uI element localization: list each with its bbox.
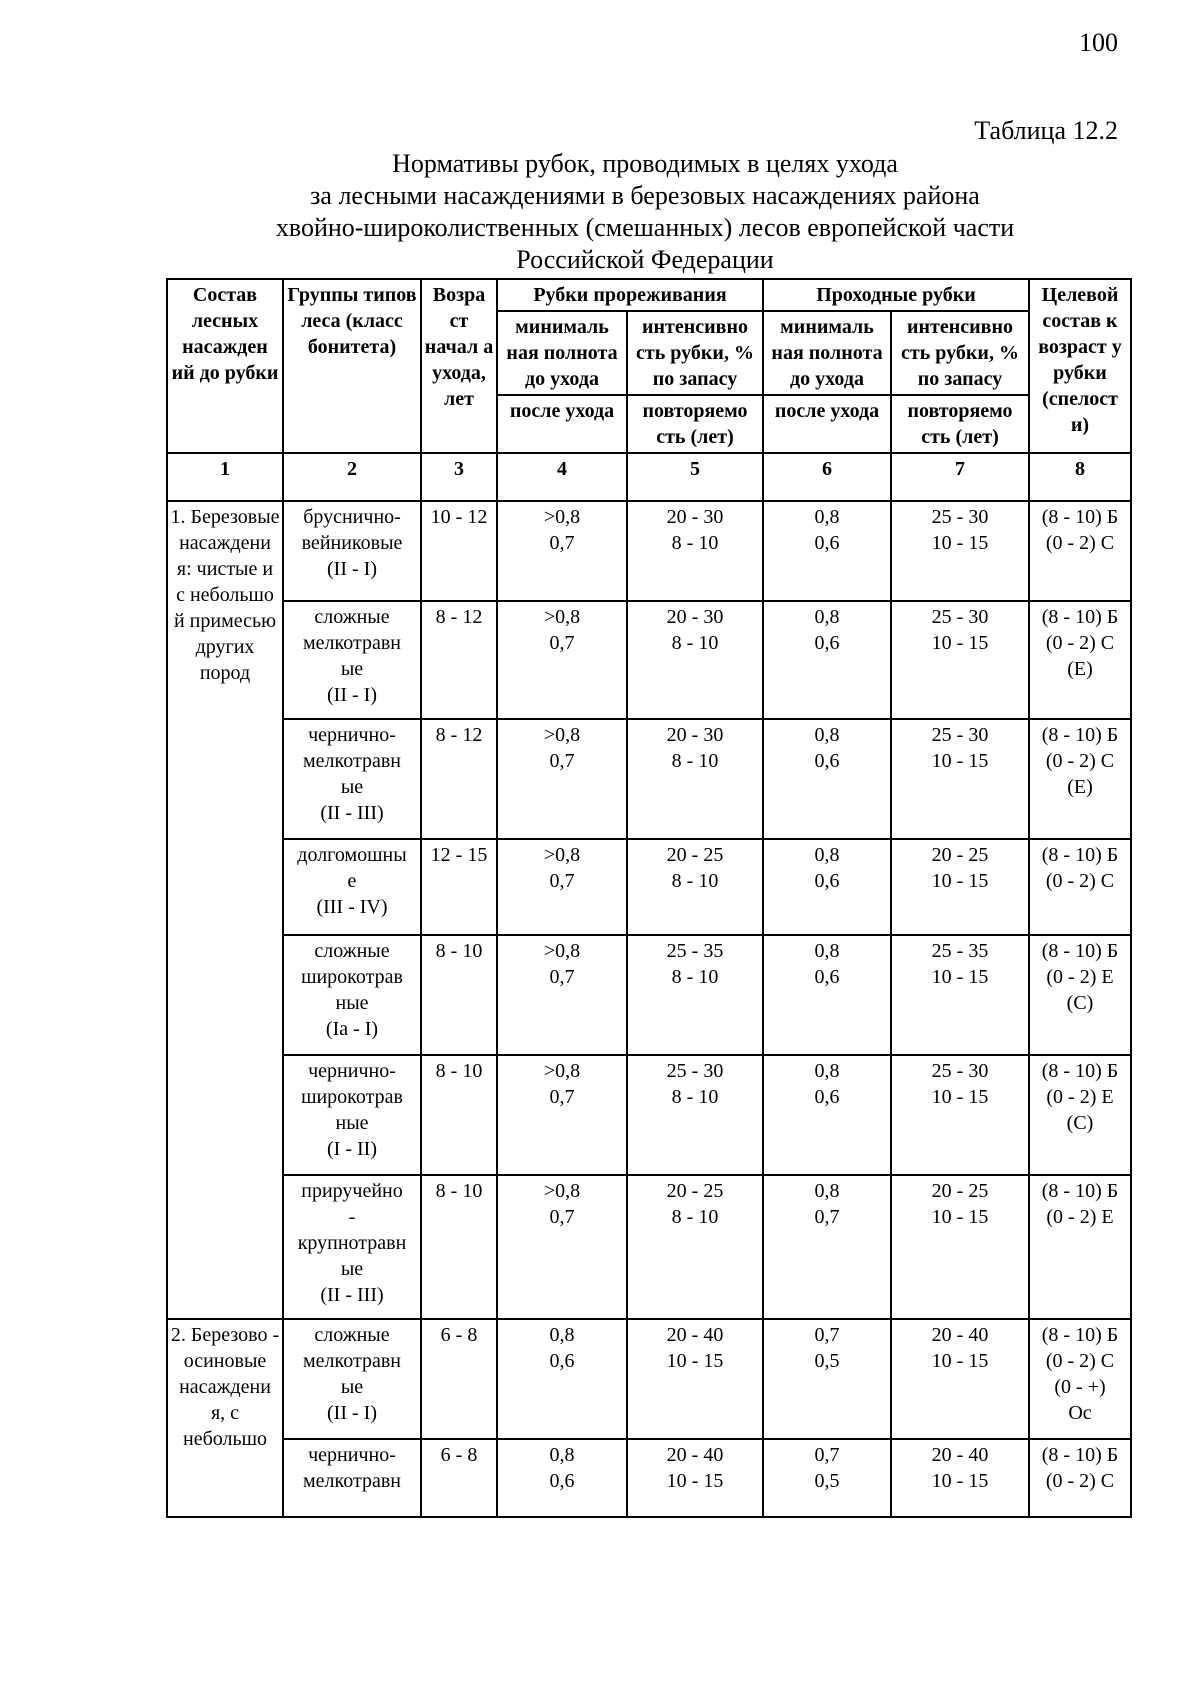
forest-type-cell-line: мелкотравн bbox=[303, 632, 401, 654]
passing-intensity-cell-line: 20 - 40 bbox=[931, 1444, 989, 1466]
thinning-density-cell bbox=[497, 501, 627, 601]
forest-type-cell-line: широкотрав bbox=[301, 1086, 403, 1108]
thinning-intensity-cell-line: 10 - 15 bbox=[666, 1470, 724, 1492]
thinning-density-cell-line: 0,6 bbox=[549, 1470, 575, 1492]
passing-density-cell-line: 0,6 bbox=[814, 632, 840, 654]
forest-type-cell-line: мелкотравн bbox=[303, 1350, 401, 1372]
thinning-density-cell-line: 0,7 bbox=[549, 1086, 575, 1108]
target-composition-cell bbox=[1029, 501, 1131, 601]
passing-intensity-cell-line: 25 - 35 bbox=[931, 940, 989, 962]
thinning-density-cell bbox=[497, 839, 627, 935]
table-row bbox=[167, 1055, 1131, 1175]
passing-intensity-cell-line: 20 - 25 bbox=[931, 844, 989, 866]
table-title bbox=[165, 148, 1125, 276]
norms-table bbox=[166, 278, 1132, 1518]
forest-type-cell-line: ые bbox=[340, 776, 364, 798]
passing-intensity-cell-line: 10 - 15 bbox=[931, 870, 989, 892]
column-number: 4 bbox=[497, 453, 627, 501]
forest-type-cell-line: (Ia - I) bbox=[325, 1018, 379, 1040]
passing-intensity-cell-line: 25 - 30 bbox=[931, 1060, 989, 1082]
target-composition-cell bbox=[1029, 935, 1131, 1055]
passing-intensity-cell-line: 10 - 15 bbox=[931, 1086, 989, 1108]
age-cell: 6 - 8 bbox=[421, 1439, 497, 1517]
thinning-intensity-cell bbox=[627, 1175, 763, 1319]
thinning-intensity-cell-line: 20 - 25 bbox=[666, 844, 724, 866]
passing-intensity-cell bbox=[891, 935, 1029, 1055]
forest-type-cell-line: (II - I) bbox=[327, 684, 377, 706]
forest-type-cell-line: (III - IV) bbox=[316, 896, 388, 918]
thinning-density-cell bbox=[497, 601, 627, 719]
age-cell: 10 - 12 bbox=[421, 501, 497, 601]
forest-type-cell-line: ные bbox=[335, 992, 369, 1014]
age-cell: 8 - 10 bbox=[421, 1055, 497, 1175]
passing-density-cell bbox=[763, 839, 891, 935]
passing-intensity-cell-line: 20 - 40 bbox=[931, 1324, 989, 1346]
target-composition-cell bbox=[1029, 1319, 1131, 1439]
target-composition-cell-line: (0 - 2) Е bbox=[1046, 966, 1114, 988]
passing-intensity-cell bbox=[891, 1319, 1029, 1439]
forest-type-cell-line: (I - II) bbox=[327, 1138, 377, 1160]
thinning-intensity-cell-line: 8 - 10 bbox=[671, 1206, 719, 1228]
thinning-intensity-cell bbox=[627, 719, 763, 839]
thinning-density-cell-line: 0,6 bbox=[549, 1350, 575, 1372]
title-line: хвойно-широколиственных (смешанных) лесов европейской части bbox=[275, 213, 1015, 242]
forest-type-cell bbox=[283, 719, 421, 839]
table-row bbox=[167, 719, 1131, 839]
passing-density-cell-line: 0,5 bbox=[814, 1350, 840, 1372]
column-number: 2 bbox=[283, 453, 421, 501]
thinning-density-cell bbox=[497, 1055, 627, 1175]
table-row bbox=[167, 501, 1131, 601]
target-composition-cell-line: (8 - 10) Б bbox=[1041, 724, 1119, 746]
forest-type-cell-line: (II - III) bbox=[320, 1284, 384, 1306]
target-composition-cell-line: (8 - 10) Б bbox=[1041, 506, 1119, 528]
header-forest-type: Группы типов леса (класс бонитета) bbox=[283, 279, 421, 453]
forest-type-cell bbox=[283, 1439, 421, 1517]
thinning-density-cell-line: 0,7 bbox=[549, 750, 575, 772]
passing-density-cell bbox=[763, 935, 891, 1055]
target-composition-cell-line: Ос bbox=[1068, 1402, 1092, 1424]
header-intensity-passing: интенсивно сть рубки, % по запасу bbox=[891, 311, 1029, 395]
target-composition-cell bbox=[1029, 1175, 1131, 1319]
thinning-density-cell-line: 0,8 bbox=[549, 1324, 575, 1346]
group-name-cell: 1. Березовые насаждени я: чистые и с небольшо й примесью других пород bbox=[167, 501, 283, 1319]
target-composition-cell bbox=[1029, 719, 1131, 839]
target-composition-cell-line: (0 - 2) С bbox=[1045, 532, 1115, 554]
target-composition-cell-line: (0 - 2) Е bbox=[1046, 1086, 1114, 1108]
passing-density-cell-line: 0,8 bbox=[814, 606, 840, 628]
target-composition-cell-line: (Е) bbox=[1067, 776, 1093, 798]
forest-type-cell-line: широкотрав bbox=[301, 966, 403, 988]
target-composition-cell-line: (8 - 10) Б bbox=[1041, 1324, 1119, 1346]
forest-type-cell-line: ые bbox=[340, 1258, 364, 1280]
target-composition-cell-line: (8 - 10) Б bbox=[1041, 1444, 1119, 1466]
thinning-density-cell-line: ˃0,8 bbox=[543, 606, 581, 628]
passing-density-cell bbox=[763, 501, 891, 601]
table-label: Таблица 12.2 bbox=[974, 116, 1118, 145]
thinning-density-cell-line: ˃0,8 bbox=[543, 724, 581, 746]
header-thinning: Рубки прореживания bbox=[497, 279, 763, 311]
passing-intensity-cell-line: 10 - 15 bbox=[931, 632, 989, 654]
passing-density-cell-line: 0,6 bbox=[814, 532, 840, 554]
forest-type-cell bbox=[283, 935, 421, 1055]
thinning-density-cell-line: 0,7 bbox=[549, 1206, 575, 1228]
header-passing: Проходные рубки bbox=[763, 279, 1029, 311]
thinning-intensity-cell-line: 8 - 10 bbox=[671, 532, 719, 554]
thinning-intensity-cell bbox=[627, 1439, 763, 1517]
forest-type-cell-line: чернично- bbox=[308, 1444, 396, 1466]
forest-type-cell-line: сложные bbox=[314, 606, 390, 628]
forest-type-cell-line: ные bbox=[335, 1112, 369, 1134]
thinning-intensity-cell-line: 20 - 30 bbox=[666, 506, 724, 528]
thinning-density-cell-line: 0,7 bbox=[549, 532, 575, 554]
table-row bbox=[167, 839, 1131, 935]
passing-intensity-cell bbox=[891, 1055, 1029, 1175]
passing-intensity-cell-line: 25 - 30 bbox=[931, 506, 989, 528]
age-cell: 12 - 15 bbox=[421, 839, 497, 935]
column-number: 3 bbox=[421, 453, 497, 501]
thinning-intensity-cell bbox=[627, 501, 763, 601]
age-cell: 6 - 8 bbox=[421, 1319, 497, 1439]
target-composition-cell-line: (С) bbox=[1066, 1112, 1094, 1134]
passing-density-cell bbox=[763, 1439, 891, 1517]
forest-type-cell-line: чернично- bbox=[308, 1060, 396, 1082]
title-line: за лесными насаждениями в березовых насаждениях района bbox=[310, 181, 980, 210]
passing-density-cell-line: 0,5 bbox=[814, 1470, 840, 1492]
thinning-density-cell bbox=[497, 719, 627, 839]
passing-density-cell-line: 0,8 bbox=[814, 844, 840, 866]
thinning-intensity-cell bbox=[627, 601, 763, 719]
passing-density-cell bbox=[763, 719, 891, 839]
passing-intensity-cell-line: 10 - 15 bbox=[931, 1206, 989, 1228]
column-number: 7 bbox=[891, 453, 1029, 501]
thinning-density-cell-line: ˃0,8 bbox=[543, 844, 581, 866]
thinning-intensity-cell-line: 20 - 40 bbox=[666, 1324, 724, 1346]
thinning-intensity-cell bbox=[627, 839, 763, 935]
header-intensity-thinning: интенсивно сть рубки, % по запасу bbox=[627, 311, 763, 395]
target-composition-cell-line: (8 - 10) Б bbox=[1041, 606, 1119, 628]
table-row bbox=[167, 1319, 1131, 1439]
target-composition-cell-line: (8 - 10) Б bbox=[1041, 940, 1119, 962]
passing-intensity-cell-line: 10 - 15 bbox=[931, 1350, 989, 1372]
age-cell: 8 - 12 bbox=[421, 601, 497, 719]
thinning-intensity-cell bbox=[627, 935, 763, 1055]
forest-type-cell bbox=[283, 1319, 421, 1439]
forest-type-cell-line: (II - III) bbox=[320, 802, 384, 824]
forest-type-cell-line: мелкотравн bbox=[303, 750, 401, 772]
target-composition-cell bbox=[1029, 839, 1131, 935]
passing-density-cell-line: 0,6 bbox=[814, 1086, 840, 1108]
passing-density-cell-line: 0,8 bbox=[814, 940, 840, 962]
passing-density-cell bbox=[763, 601, 891, 719]
passing-density-cell-line: 0,7 bbox=[814, 1444, 840, 1466]
forest-type-cell-line: крупнотравн bbox=[297, 1232, 407, 1254]
forest-type-cell-line: долгомошны bbox=[297, 844, 407, 866]
passing-density-cell-line: 0,6 bbox=[814, 750, 840, 772]
passing-intensity-cell bbox=[891, 501, 1029, 601]
forest-type-cell bbox=[283, 1055, 421, 1175]
forest-type-cell-line: бруснично- bbox=[303, 506, 401, 528]
thinning-intensity-cell-line: 8 - 10 bbox=[671, 966, 719, 988]
group-name-cell: 2. Березово - осиновые насаждени я, с небольшо bbox=[167, 1319, 283, 1517]
thinning-intensity-cell-line: 8 - 10 bbox=[671, 870, 719, 892]
thinning-intensity-cell-line: 25 - 30 bbox=[666, 1060, 724, 1082]
forest-type-cell-line: ые bbox=[340, 1376, 364, 1398]
table-row bbox=[167, 601, 1131, 719]
target-composition-cell bbox=[1029, 1439, 1131, 1517]
header-repeat-passing: повторяемо сть (лет) bbox=[891, 395, 1029, 453]
forest-type-cell bbox=[283, 601, 421, 719]
forest-type-cell bbox=[283, 839, 421, 935]
header-min-density: минималь ная полнота до ухода bbox=[497, 311, 627, 395]
thinning-intensity-cell-line: 8 - 10 bbox=[671, 750, 719, 772]
thinning-density-cell-line: ˃0,8 bbox=[543, 1060, 581, 1082]
passing-density-cell-line: 0,8 bbox=[814, 724, 840, 746]
age-cell: 8 - 10 bbox=[421, 935, 497, 1055]
passing-intensity-cell-line: 10 - 15 bbox=[931, 966, 989, 988]
thinning-intensity-cell-line: 8 - 10 bbox=[671, 632, 719, 654]
header-age: Возра ст начал а ухода, лет bbox=[421, 279, 497, 453]
passing-intensity-cell bbox=[891, 719, 1029, 839]
target-composition-cell-line: (Е) bbox=[1067, 658, 1093, 680]
passing-density-cell bbox=[763, 1175, 891, 1319]
passing-intensity-cell-line: 10 - 15 bbox=[931, 532, 989, 554]
thinning-density-cell bbox=[497, 1175, 627, 1319]
forest-type-cell-line: ые bbox=[340, 658, 364, 680]
table-row bbox=[167, 1439, 1131, 1517]
passing-intensity-cell-line: 25 - 30 bbox=[931, 724, 989, 746]
passing-intensity-cell bbox=[891, 601, 1029, 719]
forest-type-cell-line: е bbox=[347, 870, 357, 892]
passing-intensity-cell bbox=[891, 839, 1029, 935]
target-composition-cell-line: (0 - +) bbox=[1054, 1376, 1106, 1398]
thinning-intensity-cell bbox=[627, 1055, 763, 1175]
thinning-density-cell-line: 0,7 bbox=[549, 966, 575, 988]
thinning-density-cell bbox=[497, 1439, 627, 1517]
thinning-density-cell bbox=[497, 935, 627, 1055]
target-composition-cell-line: (8 - 10) Б bbox=[1041, 1180, 1119, 1202]
thinning-intensity-cell bbox=[627, 1319, 763, 1439]
target-composition-cell-line: (С) bbox=[1066, 992, 1094, 1014]
target-composition-cell bbox=[1029, 1055, 1131, 1175]
thinning-intensity-cell-line: 8 - 10 bbox=[671, 1086, 719, 1108]
target-composition-cell-line: (8 - 10) Б bbox=[1041, 1060, 1119, 1082]
header-repeat: повторяемо сть (лет) bbox=[627, 395, 763, 453]
target-composition-cell-line: (0 - 2) С bbox=[1045, 632, 1115, 654]
forest-type-cell-line: мелкотравн bbox=[303, 1470, 401, 1492]
thinning-intensity-cell-line: 25 - 35 bbox=[666, 940, 724, 962]
passing-density-cell bbox=[763, 1319, 891, 1439]
passing-intensity-cell-line: 10 - 15 bbox=[931, 750, 989, 772]
forest-type-cell bbox=[283, 501, 421, 601]
passing-density-cell-line: 0,6 bbox=[814, 966, 840, 988]
passing-density-cell-line: 0,6 bbox=[814, 870, 840, 892]
passing-intensity-cell-line: 20 - 25 bbox=[931, 1180, 989, 1202]
forest-type-cell-line: (II - I) bbox=[327, 558, 377, 580]
target-composition-cell-line: (8 - 10) Б bbox=[1041, 844, 1119, 866]
thinning-intensity-cell-line: 20 - 25 bbox=[666, 1180, 724, 1202]
forest-type-cell-line: чернично- bbox=[308, 724, 396, 746]
header-after-care: после ухода bbox=[497, 395, 627, 453]
age-cell: 8 - 12 bbox=[421, 719, 497, 839]
thinning-intensity-cell-line: 20 - 40 bbox=[666, 1444, 724, 1466]
table-row bbox=[167, 1175, 1131, 1319]
forest-type-cell bbox=[283, 1175, 421, 1319]
title-line: Российской Федерации bbox=[516, 245, 774, 274]
target-composition-cell bbox=[1029, 601, 1131, 719]
forest-type-cell-line: приручейно bbox=[301, 1180, 403, 1202]
forest-type-cell-line: сложные bbox=[314, 1324, 390, 1346]
passing-density-cell-line: 0,8 bbox=[814, 1180, 840, 1202]
column-number: 6 bbox=[763, 453, 891, 501]
header-composition: Состав лесных насажден ий до рубки bbox=[167, 279, 283, 453]
thinning-density-cell-line: ˃0,8 bbox=[543, 1180, 581, 1202]
passing-density-cell-line: 0,8 bbox=[814, 1060, 840, 1082]
passing-intensity-cell bbox=[891, 1175, 1029, 1319]
thinning-intensity-cell-line: 20 - 30 bbox=[666, 606, 724, 628]
target-composition-cell-line: (0 - 2) С bbox=[1045, 1350, 1115, 1372]
passing-intensity-cell-line: 10 - 15 bbox=[931, 1470, 989, 1492]
table-row bbox=[167, 935, 1131, 1055]
header-after-care-passing: после ухода bbox=[763, 395, 891, 453]
passing-intensity-cell-line: 25 - 30 bbox=[931, 606, 989, 628]
age-cell: 8 - 10 bbox=[421, 1175, 497, 1319]
forest-type-cell-line: сложные bbox=[314, 940, 390, 962]
forest-type-cell-line: (II - I) bbox=[327, 1402, 377, 1424]
column-number: 5 bbox=[627, 453, 763, 501]
header-target-composition: Целевой состав к возраст у рубки (спелост и) bbox=[1029, 279, 1131, 453]
table-body bbox=[167, 501, 1131, 1517]
thinning-density-cell-line: ˃0,8 bbox=[543, 506, 581, 528]
thinning-density-cell-line: 0,7 bbox=[549, 870, 575, 892]
passing-density-cell-line: 0,8 bbox=[814, 506, 840, 528]
thinning-intensity-cell-line: 20 - 30 bbox=[666, 724, 724, 746]
thinning-density-cell-line: ˃0,8 bbox=[543, 940, 581, 962]
passing-intensity-cell bbox=[891, 1439, 1029, 1517]
thinning-density-cell bbox=[497, 1319, 627, 1439]
forest-type-cell-line: вейниковые bbox=[301, 532, 403, 554]
column-number: 1 bbox=[167, 453, 283, 501]
thinning-density-cell-line: 0,8 bbox=[549, 1444, 575, 1466]
thinning-intensity-cell-line: 10 - 15 bbox=[666, 1350, 724, 1372]
passing-density-cell-line: 0,7 bbox=[814, 1206, 840, 1228]
target-composition-cell-line: (0 - 2) С bbox=[1045, 1470, 1115, 1492]
passing-density-cell bbox=[763, 1055, 891, 1175]
target-composition-cell-line: (0 - 2) С bbox=[1045, 750, 1115, 772]
header-min-density-passing: минималь ная полнота до ухода bbox=[763, 311, 891, 395]
title-line: Нормативы рубок, проводимых в целях ухода bbox=[392, 149, 898, 178]
forest-type-cell-line: - bbox=[348, 1206, 356, 1228]
column-number: 8 bbox=[1029, 453, 1131, 501]
page-number: 100 bbox=[1079, 28, 1118, 57]
target-composition-cell-line: (0 - 2) С bbox=[1045, 870, 1115, 892]
thinning-density-cell-line: 0,7 bbox=[549, 632, 575, 654]
target-composition-cell-line: (0 - 2) Е bbox=[1046, 1206, 1114, 1228]
passing-density-cell-line: 0,7 bbox=[814, 1324, 840, 1346]
